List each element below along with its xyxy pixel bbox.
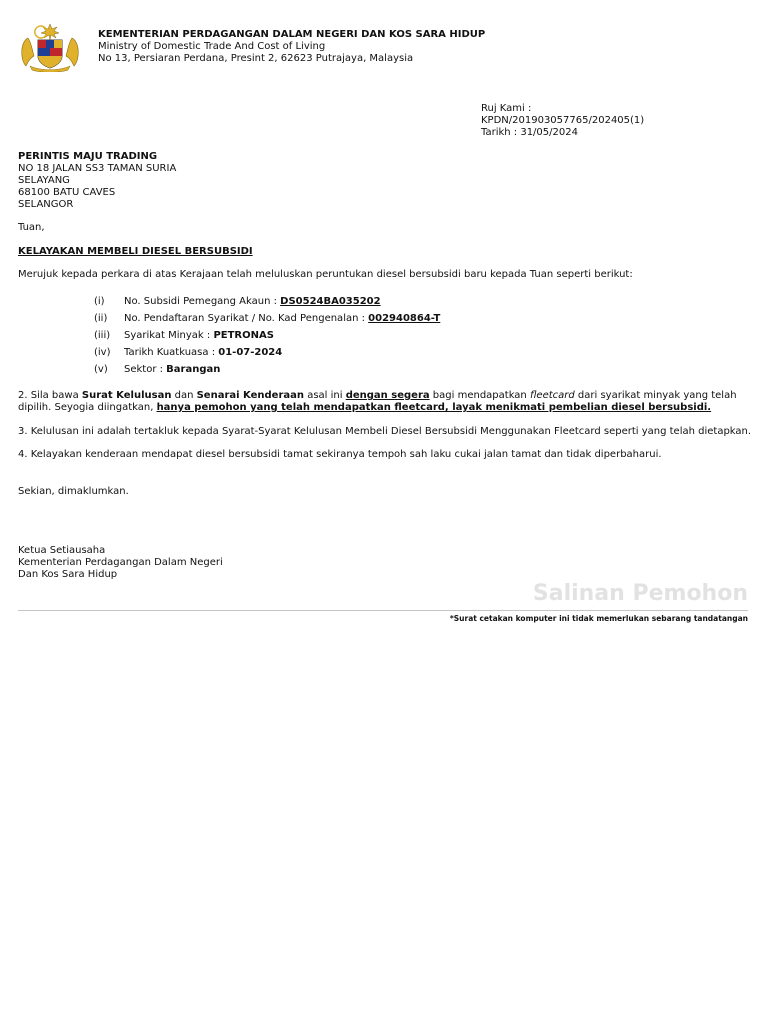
intro-paragraph: Merujuk kepada perkara di atas Kerajaan telah meluluskan peruntukan diesel bersubsidi baru kepada Tuan seperti berikut:: [18, 269, 633, 280]
signatory-org: Dan Kos Sara Hidup: [18, 569, 118, 580]
company-registration-number: 002940864-T: [368, 313, 441, 324]
signature-block: [18, 545, 223, 581]
ministry-name-malay: KEMENTERIAN PERDAGANGAN DALAM NEGERI DAN KOS SARA HIDUP: [98, 29, 486, 40]
recipient-address-line: 68100 BATU CAVES: [18, 187, 116, 198]
reference-number: KPDN/201903057765/202405(1): [481, 115, 645, 126]
item-label: No. Pendaftaran Syarikat / No. Kad Pengenalan :: [124, 313, 369, 324]
item-label: Tarikh Kuatkuasa :: [124, 347, 219, 358]
item-number: (iii): [94, 330, 111, 341]
paragraph-2: 2. Sila bawa Surat Kelulusan dan Senarai Kenderaan asal ini dengan segera bagi mendapatkan fleetcard dari syarikat minyak yang telah dipilih. Seyogia diingatkan, hanya pemohon yang telah mendapatkan fleetcard, layak menikmati pembelian diesel bersubsidi.: [18, 390, 737, 413]
recipient-name: PERINTIS MAJU TRADING: [18, 151, 158, 162]
oil-company: PETRONAS: [213, 330, 274, 341]
recipient-address-line: SELAYANG: [18, 175, 70, 186]
item-number: (v): [94, 364, 108, 375]
item-number: (iv): [94, 347, 111, 358]
subject-heading: KELAYAKAN MEMBELI DIESEL BERSUBSIDI: [18, 246, 253, 257]
item-label: Syarikat Minyak :: [124, 330, 214, 341]
paragraph-3: 3. Kelulusan ini adalah tertakluk kepada Syarat-Syarat Kelulusan Membeli Diesel Bersubsidi Menggunakan Fleetcard seperti yang telah dietapkan.: [18, 426, 752, 437]
paragraph-4: 4. Kelayakan kenderaan mendapat diesel bersubsidi tamat sekiranya tempoh sah laku cukai jalan tamat dan tidak diperbaharui.: [18, 449, 662, 460]
footer-note: *Surat cetakan komputer ini tidak memerlukan sebarang tandatangan: [449, 614, 748, 623]
recipient-block: [18, 151, 176, 211]
sector: Barangan: [166, 364, 221, 375]
item-label: Sektor :: [124, 364, 167, 375]
recipient-address-line: SELANGOR: [18, 199, 74, 210]
watermark: Salinan Pemohon: [532, 581, 748, 606]
recipient-address-line: NO 18 JALAN SS3 TAMAN SURIA: [18, 163, 177, 174]
item-text: [124, 296, 381, 308]
item-text: [124, 347, 282, 359]
reference-block: [481, 103, 644, 139]
closing: Sekian, dimaklumkan.: [18, 486, 129, 497]
fleetcard-warning: hanya pemohon yang telah mendapatkan fleetcard, layak menikmati pembelian diesel bersubsidi.: [156, 402, 712, 413]
malaysia-coat-of-arms-icon: [16, 22, 84, 72]
item-text: [124, 330, 274, 342]
item-text: [124, 364, 220, 376]
item-number: (i): [94, 296, 105, 307]
letter-date: Tarikh : 31/05/2024: [481, 127, 578, 138]
signatory-org: Kementerian Perdagangan Dalam Negeri: [18, 557, 223, 568]
item-text: [124, 313, 440, 325]
item-number: (ii): [94, 313, 108, 324]
subsidy-account-number: DS0524BA035202: [280, 296, 381, 307]
signatory-title: Ketua Setiausaha: [18, 545, 106, 556]
reference-label: Ruj Kami :: [481, 103, 532, 114]
ministry-address: No 13, Persiaran Perdana, Presint 2, 62623 Putrajaya, Malaysia: [98, 53, 414, 64]
letterhead: [98, 29, 485, 65]
divider: [18, 610, 748, 611]
ministry-name-english: Ministry of Domestic Trade And Cost of Living: [98, 41, 326, 52]
salutation: Tuan,: [18, 222, 45, 233]
item-label: No. Subsidi Pemegang Akaun :: [124, 296, 281, 307]
effective-date: 01-07-2024: [218, 347, 283, 358]
